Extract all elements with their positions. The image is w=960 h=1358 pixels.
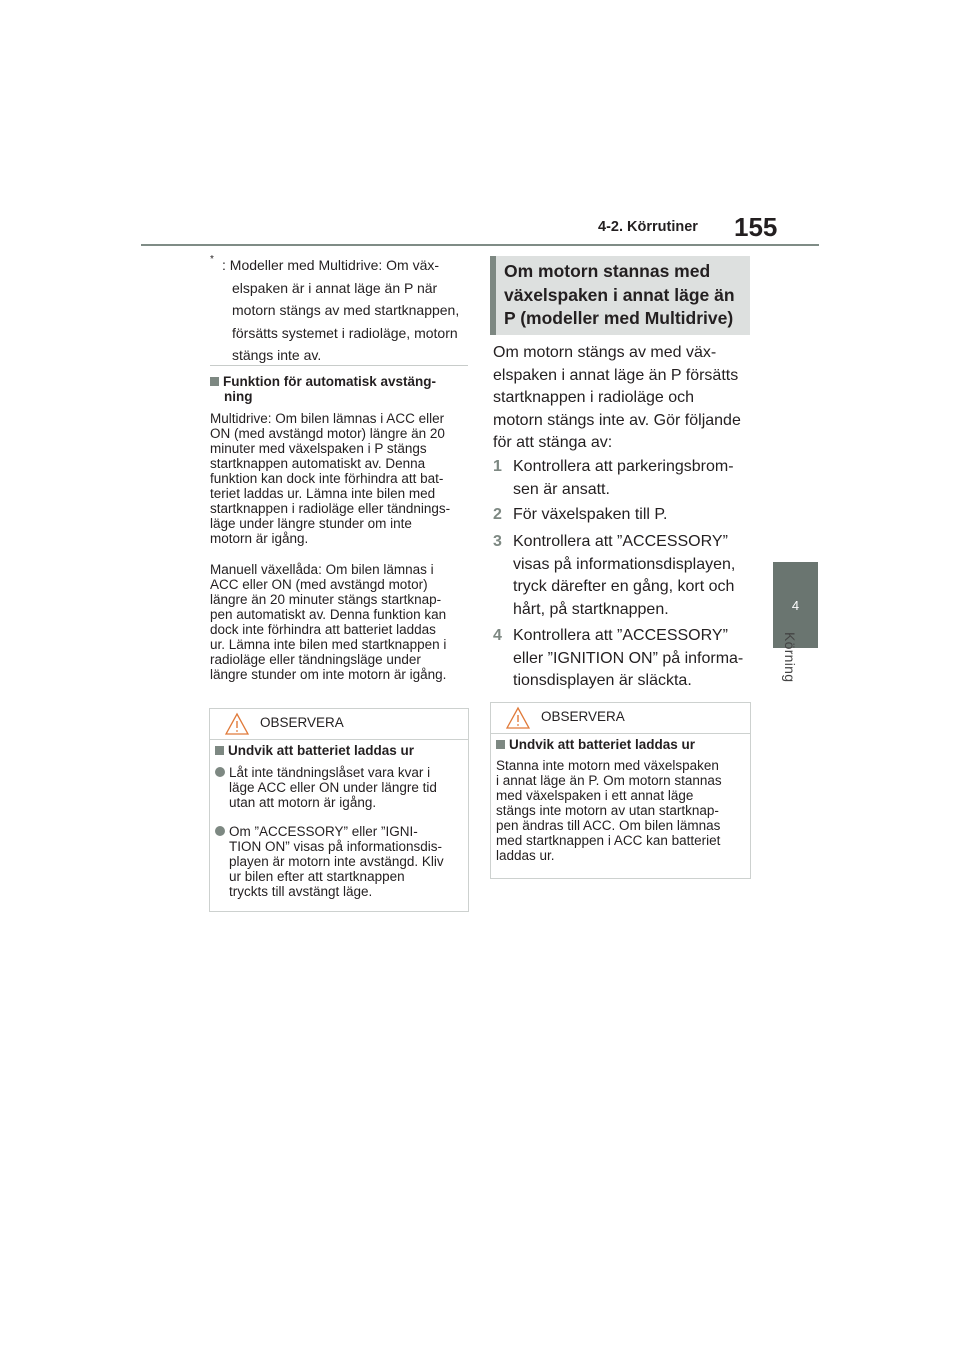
text-line: Multidrive: Om bilen lämnas i ACC eller (210, 411, 445, 426)
caution-text (496, 758, 746, 863)
text-line: Kontrollera att parkeringsbrom- (513, 458, 734, 475)
chapter-label: Körning (782, 632, 798, 683)
footnote-line: elspaken är i annat läge än P när (232, 279, 438, 296)
footnote-line: motorn stängs av med startknappen, (232, 302, 460, 318)
text-line: dock inte förhindra att batteriet laddas (210, 622, 436, 637)
footnote-line: : Modeller med Multidrive: Om väx- (222, 257, 440, 273)
auto-off-paragraph-2 (210, 562, 472, 682)
caution-subtitle-text: Undvik att batteriet laddas ur (509, 737, 696, 752)
text-line: längre stunder om inte motorn är igång. (210, 667, 447, 682)
step-number: 2 (493, 506, 502, 523)
text-line: elspaken i annat läge än P försätts (493, 366, 739, 384)
footnote-line: försätts systemet i radioläge, motorn (232, 324, 458, 341)
footnote (210, 254, 472, 367)
chapter-number: 4 (791, 597, 800, 613)
footnote-line: stängs inte av. (232, 347, 322, 363)
text-line: startknappen i radioläge eller tändnings- (210, 501, 451, 516)
text-line: funktion kan dock inte förhindra att bat- (210, 471, 444, 486)
page-number: 155 (734, 212, 778, 242)
text-line: för att stänga av: (493, 434, 613, 451)
caution-subtitle-text: Undvik att batteriet laddas ur (228, 743, 415, 758)
text-line: längre än 20 minuter stängs startknap- (210, 592, 442, 607)
text-line: i annat läge än P. Om motorn stannas (496, 773, 722, 788)
caution-box-right (490, 702, 751, 879)
text-line: hårt, på startknappen. (513, 600, 669, 618)
text-line: Manuell växellåda: Om bilen lämnas i (210, 562, 434, 577)
text-line: För växelspaken till P. (513, 506, 668, 523)
text-line: teriet laddas ur. Lämna inte bilen med (210, 486, 436, 501)
text-line: med startknappen i ACC kan batteriet (496, 833, 721, 848)
text-line: laddas ur. (496, 848, 555, 863)
text-line: tryck därefter en gång, kort och (513, 578, 735, 595)
text-line: stängs inte motorn av utan startknap- (496, 803, 719, 818)
auto-off-paragraph-1 (210, 411, 472, 546)
round-bullet-icon (215, 826, 225, 836)
text-line: läge under längre stunder om inte (210, 516, 412, 531)
header-divider (141, 244, 819, 246)
text-line: ur bilen efter att startknappen (229, 869, 405, 884)
text-line: eller ”IGNITION ON” på informa- (513, 649, 744, 667)
square-bullet-icon (496, 740, 505, 749)
caution-title: OBSERVERA (260, 715, 344, 730)
text-line: ON (med avstängd motor) längre än 20 (210, 426, 445, 441)
text-line: Om ”ACCESSORY” eller ”IGNI- (229, 824, 418, 839)
step-1 (493, 456, 758, 501)
intro-paragraph (493, 342, 758, 455)
subsection-heading (210, 375, 472, 404)
text-line: läge ACC eller ON under längre tid (229, 780, 437, 795)
footnote-marker: * (210, 254, 214, 265)
caution-divider (210, 739, 468, 740)
text-line: tryckts till avstängt läge. (229, 884, 373, 899)
step-3 (493, 531, 758, 621)
heading-line: P (modeller med Multidrive) (504, 308, 734, 328)
step-number: 3 (493, 533, 502, 550)
caution-bullet-1 (215, 765, 465, 810)
text-line: pen automatiskt av. Denna funktion kan (210, 607, 447, 622)
text-line: motorn är igång. (210, 531, 309, 546)
step-number: 1 (493, 458, 502, 475)
caution-bullet-2 (215, 824, 465, 899)
section-title: 4-2. Körrutiner (598, 219, 698, 235)
square-bullet-icon (210, 377, 219, 386)
text-line: Kontrollera att ”ACCESSORY” (513, 533, 728, 550)
text-line: radioläge eller tändningsläge under (210, 652, 421, 667)
step-2 (493, 504, 758, 527)
text-line: TION ON” visas på informationsdis- (229, 839, 443, 854)
text-line: startknappen automatiskt av. Denna (210, 456, 426, 471)
heading-line: växelspaken i annat läge än (504, 284, 735, 305)
round-bullet-icon (215, 767, 225, 777)
text-line: Stanna inte motorn med växelspaken (496, 758, 719, 773)
text-line: playen är motorn inte avstängd. Kliv (229, 854, 444, 869)
caution-title: OBSERVERA (541, 709, 625, 724)
text-line: tionsdisplayen är släckta. (513, 672, 692, 689)
section-heading (490, 256, 750, 335)
text-line: ACC eller ON (med avstängd motor) (210, 577, 428, 592)
text-line: visas på informationsdisplayen, (513, 555, 736, 573)
text-line: sen är ansatt. (513, 480, 610, 498)
text-line: startknappen i radioläge och (493, 389, 695, 406)
warning-triangle-icon (225, 712, 249, 736)
caution-subtitle (496, 737, 695, 752)
caution-divider (491, 733, 750, 734)
text-line: Låt inte tändningslåset vara kvar i (229, 765, 431, 780)
text-line: Kontrollera att ”ACCESSORY” (513, 627, 728, 644)
warning-triangle-icon (506, 706, 530, 730)
text-line: med växelspaken i ett annat läge (496, 788, 694, 803)
subsection-title-line: Funktion för automatisk avstäng- (223, 374, 437, 389)
heading-line: Om motorn stannas med (504, 261, 711, 281)
caution-subtitle (215, 743, 414, 758)
text-line: minuter med växelspaken i P stängs (210, 441, 427, 456)
text-line: ur. Lämna inte bilen med startknappen i (210, 637, 447, 652)
caution-box-left (209, 708, 469, 912)
column-divider (210, 365, 468, 366)
text-line: pen ändras till ACC. Om bilen lämnas (496, 818, 721, 833)
square-bullet-icon (215, 746, 224, 755)
step-4 (493, 625, 758, 693)
subsection-title-line: ning (224, 388, 253, 404)
text-line: Om motorn stängs av med väx- (493, 344, 717, 361)
text-line: motorn stängs inte av. Gör följande (493, 411, 741, 429)
text-line: utan att motorn är igång. (229, 795, 377, 810)
step-number: 4 (493, 627, 502, 644)
